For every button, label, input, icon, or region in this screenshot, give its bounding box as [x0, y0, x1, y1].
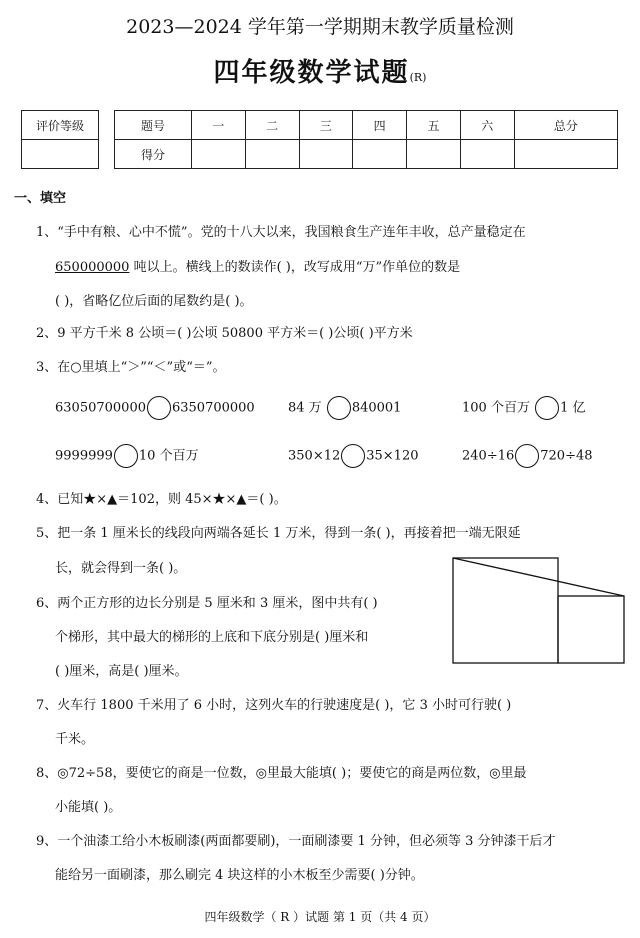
- question-number-label: 题号: [115, 111, 192, 140]
- q9-line1: 9、一个油漆工给小木板刷漆(两面都要刷)，一面刷漆要 1 分钟，但必须等 3 分钟漆干后才: [36, 834, 556, 849]
- q3-c-left: 100 个百万: [462, 400, 530, 416]
- q3-compare-d: [55, 444, 199, 468]
- q3-e-right: 35×120: [366, 448, 419, 464]
- small-square: [558, 596, 624, 663]
- q4-line: 4、已知★×▲＝102，则 45×★×▲＝( )。: [36, 492, 287, 507]
- page-footer: 四年级数学（ R ）试题 第 1 页（共 4 页）: [204, 910, 436, 924]
- q1-line2: [55, 256, 460, 275]
- q3-b-left: 84 万: [288, 400, 322, 416]
- q7-line2: 千米。: [55, 732, 95, 747]
- diagonal-line: [453, 558, 624, 596]
- q3-f-circle[interactable]: [515, 444, 539, 468]
- q1-line1: 1、“手中有粮、心中不慌”。党的十八大以来，我国粮食生产连年丰收，总产量稳定在: [36, 225, 526, 240]
- col-4: 四: [353, 111, 407, 140]
- q3-a-circle[interactable]: [147, 396, 171, 420]
- score-cell-6[interactable]: [460, 140, 514, 169]
- score-label: 得分: [115, 140, 192, 169]
- q1-line3: ( )，省略亿位后面的尾数约是( )。: [55, 294, 253, 309]
- q3-e-left: 350×12: [288, 448, 341, 464]
- q3-compare-b: [288, 396, 401, 420]
- exam-header: 2023—2024 学年第一学期期末教学质量检测: [126, 16, 514, 38]
- q3-e-circle[interactable]: [341, 444, 365, 468]
- q3-a-right: 6350700000: [171, 400, 255, 416]
- q6-line1: 6、两个正方形的边长分别是 5 厘米和 3 厘米，图中共有( ): [36, 596, 378, 611]
- score-cell-5[interactable]: [407, 140, 461, 169]
- score-cell-2[interactable]: [245, 140, 299, 169]
- col-2: 二: [245, 111, 299, 140]
- q6-line2: 个梯形，其中最大的梯形的上底和下底分别是( )厘米和: [55, 630, 369, 645]
- edition-mark: (R): [409, 71, 427, 84]
- q3-d-circle[interactable]: [114, 444, 138, 468]
- large-square: [453, 558, 558, 663]
- col-5: 五: [407, 111, 461, 140]
- col-6: 六: [460, 111, 514, 140]
- q3-line: 3、在○里填上“＞”“＜”或“＝”。: [36, 360, 226, 375]
- score-cell-4[interactable]: [353, 140, 407, 169]
- q9-line2: 能给另一面刷漆，那么刷完 4 块这样的小木板至少需要( )分钟。: [55, 868, 424, 883]
- q3-compare-c: [462, 396, 586, 420]
- section-title: 一、填空: [14, 191, 67, 206]
- q8-line1: 8、◎72÷58，要使它的商是一位数，◎里最大能填( )；要使它的商是两位数，◎里最: [36, 766, 527, 781]
- q3-b-right: 840001: [351, 400, 402, 416]
- score-cell-1[interactable]: [192, 140, 246, 169]
- q3-compare-a: [55, 396, 255, 420]
- q5-line2: 长，就会得到一条( )。: [55, 561, 187, 576]
- squares-diagram: [450, 554, 630, 670]
- q7-line1: 7、火车行 1800 千米用了 6 小时，这列火车的行驶速度是( )，它 3 小时可行驶( ): [36, 698, 512, 713]
- rating-table: [21, 110, 99, 169]
- q2-line: 2、9 平方千米 8 公顷＝( )公顷 50800 平方米＝( )公顷( )平方米: [36, 326, 413, 341]
- q3-d-left: 9999999: [55, 448, 113, 464]
- q3-f-left: 240÷16: [462, 448, 515, 464]
- exam-title: [0, 52, 640, 89]
- q3-c-circle[interactable]: [535, 396, 559, 420]
- q3-c-right: 1 亿: [560, 400, 586, 416]
- q6-line3: ( )厘米，高是( )厘米。: [55, 664, 188, 679]
- q1-number: 650000000: [55, 260, 130, 275]
- col-3: 三: [299, 111, 353, 140]
- rating-label: 评价等级: [22, 111, 99, 140]
- q5-line1: 5、把一条 1 厘米长的线段向两端各延长 1 万米，得到一条( )，再接着把一端无限延: [36, 526, 521, 541]
- q3-d-right: 10 个百万: [138, 448, 199, 464]
- q3-b-circle[interactable]: [327, 396, 351, 420]
- q3-f-right: 720÷48: [540, 448, 593, 464]
- q1-line2-text: 吨以上。横线上的数读作( )，改写成用“万”作单位的数是: [129, 260, 461, 275]
- col-1: 一: [192, 111, 246, 140]
- q3-compare-f: [462, 444, 593, 468]
- q8-line2: 小能填( )。: [55, 800, 122, 815]
- score-cell-3[interactable]: [299, 140, 353, 169]
- title-text: 四年级数学试题: [213, 58, 410, 88]
- col-total: 总分: [514, 111, 617, 140]
- rating-cell[interactable]: [22, 140, 99, 169]
- q3-compare-e: [288, 444, 419, 468]
- q3-a-left: 63050700000: [55, 400, 146, 416]
- score-table: [114, 110, 618, 169]
- score-cell-total[interactable]: [514, 140, 617, 169]
